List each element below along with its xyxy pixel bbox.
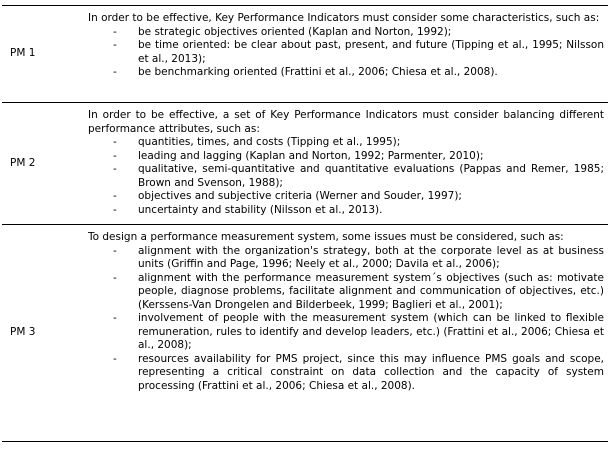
- bullet-dash: -: [113, 244, 117, 257]
- bullet-item: [88, 150, 604, 164]
- bullet-text: objectives and subjective criteria (Werner and Souder, 1997);: [138, 190, 462, 202]
- bullet-item: [88, 353, 604, 394]
- bullet-text: leading and lagging (Kaplan and Norton, 1992; Parmenter, 2010);: [138, 149, 484, 162]
- bullet-item: [88, 190, 604, 204]
- bullet-dash: -: [113, 312, 117, 324]
- bullet-text: uncertainty and stability (Nilsson et al., 2013).: [138, 203, 383, 216]
- bullet-text: alignment with the organization's strategy, both at the corporate level as at business units (Griffin and Page, 1996; Neely et al., 2000; Davila et al., 2006);: [138, 244, 604, 270]
- bullet-text: be benchmarking oriented (Frattini et al., 2006; Chiesa et al., 2008).: [138, 66, 498, 78]
- row-label: PM 3: [10, 326, 36, 339]
- row-intro: In order to be effective, Key Performance Indicators must consider some characteristics, such as:: [88, 12, 600, 24]
- row-content: [88, 103, 608, 224]
- bullet-item: [88, 136, 604, 150]
- bullet-item: [88, 245, 604, 272]
- bullet-dash: -: [113, 136, 117, 148]
- table-row: [2, 102, 608, 224]
- bullet-dash: -: [113, 39, 117, 51]
- bullet-text: be strategic objectives oriented (Kaplan and Norton, 1992);: [138, 25, 452, 38]
- row-label: PM 2: [10, 156, 36, 169]
- bullet-text: qualitative, semi-quantitative and quantitative evaluations (Pappas and Remer, 1985; Brown and Svenson, 1988);: [138, 163, 604, 189]
- row-label-cell: [2, 225, 88, 441]
- table-row: [2, 224, 608, 441]
- bullet-item: [88, 312, 604, 353]
- row-content: [88, 225, 608, 441]
- bullet-dash: -: [113, 163, 117, 175]
- bullet-dash: -: [113, 149, 117, 162]
- bullet-item: [88, 272, 604, 313]
- bullet-dash: -: [113, 190, 117, 202]
- bullet-text: involvement of people with the measurement system (which can be linked to flexible remuneration, rules to identify and develop leaders, etc.) (Frattini et al., 2006; Chiesa et al., 2008);: [138, 312, 604, 351]
- row-label-cell: [2, 103, 88, 224]
- bullet-text: resources availability for PMS project, since this may influence PMS goals and scope, representing a critical constraint on data collection and the capacity of system processing (Frattini et al., 2006; Chiesa et al., 2008).: [138, 352, 604, 392]
- bullet-dash: -: [113, 271, 117, 284]
- bullet-text: quantities, times, and costs (Tipping et al., 1995);: [138, 136, 401, 148]
- row-intro: To design a performance measurement system, some issues must be considered, such as:: [88, 231, 564, 243]
- bullet-item: [88, 204, 604, 218]
- row-label-cell: [2, 6, 88, 102]
- bullet-dash: -: [113, 352, 117, 365]
- bullet-dash: -: [113, 25, 117, 38]
- bullet-dash: -: [113, 203, 117, 216]
- row-intro: In order to be effective, a set of Key Performance Indicators must consider balancing different performance attributes, such as:: [88, 109, 604, 135]
- bullet-item: [88, 26, 604, 40]
- bullet-dash: -: [113, 66, 117, 78]
- bullet-text: be time oriented: be clear about past, present, and future (Tipping et al., 1995; Nilsson et al., 2013);: [138, 39, 604, 65]
- pm-table: [2, 5, 608, 442]
- bullet-item: [88, 66, 604, 80]
- row-content: [88, 6, 608, 102]
- bullet-item: [88, 163, 604, 190]
- row-label: PM 1: [10, 47, 36, 60]
- bullet-item: [88, 39, 604, 66]
- table-row: [2, 6, 608, 102]
- bullet-text: alignment with the performance measurement system´s objectives (such as: motivate people, diagnose problems, facilitate alignment and communication of objectives, etc.) (Kerssens-Van Drongelen and Bilderbeek, 1999; Baglieri et al., 2001);: [138, 271, 604, 311]
